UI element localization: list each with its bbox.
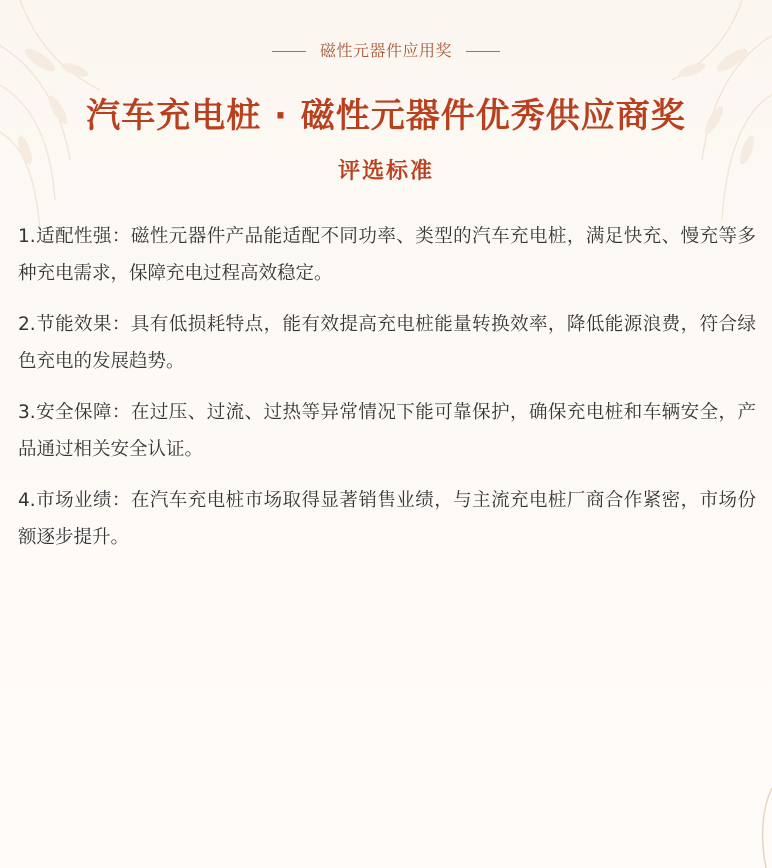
criterion-item: 2.节能效果：具有低损耗特点，能有效提高充电桩能量转换效率，降低能源浪费，符合绿色充电的发展趋势。 xyxy=(18,314,756,372)
criterion-item: 1.适配性强：磁性元器件产品能适配不同功率、类型的汽车充电桩，满足快充、慢充等多种充电需求，保障充电过程高效稳定。 xyxy=(18,226,756,284)
criterion-item: 4.市场业绩：在汽车充电桩市场取得显著销售业绩，与主流充电桩厂商合作紧密，市场份额逐步提升。 xyxy=(18,490,756,548)
award-category-label xyxy=(0,38,772,61)
divider-line xyxy=(466,51,500,53)
award-category-text: 磁性元器件应用奖 xyxy=(319,41,452,60)
corner-decoration-icon xyxy=(752,778,772,868)
page-title: 汽车充电桩 · 磁性元器件优秀供应商奖 xyxy=(86,96,686,136)
divider-line xyxy=(272,51,306,53)
section-subtitle: 评选标准 xyxy=(337,159,434,184)
criterion-item: 3.安全保障：在过压、过流、过热等异常情况下能可靠保护，确保充电桩和车辆安全，产品通过相关安全认证。 xyxy=(18,402,756,460)
criteria-list xyxy=(18,218,756,570)
